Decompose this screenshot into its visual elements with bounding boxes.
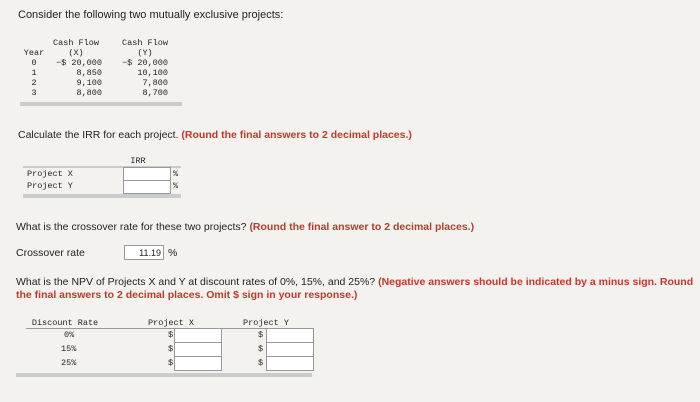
npv-x-15-input[interactable]: [174, 342, 222, 357]
cash-flow-x-subheader: (X): [68, 48, 84, 58]
dollar-sign-x: $: [168, 344, 174, 354]
npv-y-15-input[interactable]: [266, 342, 314, 357]
irr-question-note: (Round the final answers to 2 decimal places.): [181, 129, 412, 141]
table-divider: [20, 102, 182, 106]
dollar-sign-x: $: [168, 358, 174, 368]
cash-flow-x-cell: −$ 20,000: [56, 58, 102, 68]
npv-y-25-input[interactable]: [266, 356, 314, 371]
irr-question: [18, 129, 412, 141]
cash-flow-x-header: Cash Flow: [53, 38, 99, 48]
table-row: [20, 88, 182, 98]
cashflow-header: [20, 38, 182, 58]
cash-flow-y-cell: 10,100: [137, 68, 168, 78]
discount-rate-cell: 15%: [61, 344, 77, 354]
dollar-sign-x: $: [168, 330, 174, 340]
project-y-header: Project Y: [243, 318, 289, 328]
table-row: [20, 58, 182, 68]
npv-question-text: What is the NPV of Projects X and Y at discount rates of 0%, 15%, and 25%?: [16, 276, 376, 288]
crossover-rate-input[interactable]: 11.19: [124, 245, 164, 260]
npv-bottom-divider: [16, 373, 312, 377]
dollar-sign-y: $: [258, 344, 264, 354]
crossover-percent: %: [168, 247, 178, 259]
dollar-sign-y: $: [258, 358, 264, 368]
table-row: [20, 78, 182, 88]
cash-flow-x-cell: 8,850: [76, 68, 102, 78]
irr-project-x-input[interactable]: [123, 167, 171, 181]
irr-percent-x: %: [173, 169, 179, 179]
year-cell: 3: [31, 88, 37, 98]
project-x-header: Project X: [148, 318, 194, 328]
npv-y-0-input[interactable]: [266, 328, 314, 343]
discount-rate-cell: 25%: [61, 358, 77, 368]
irr-percent-y: %: [173, 181, 179, 191]
cash-flow-x-cell: 8,800: [76, 88, 102, 98]
crossover-question-note: (Round the final answer to 2 decimal places.): [249, 221, 475, 233]
cash-flow-y-cell: −$ 20,000: [122, 58, 168, 68]
intro-text: Consider the following two mutually exclusive projects:: [18, 9, 284, 21]
crossover-label: Crossover rate: [16, 247, 85, 259]
irr-row-label-y: Project Y: [27, 181, 73, 191]
npv-question: [16, 276, 696, 302]
table-row: [20, 68, 182, 78]
cash-flow-y-cell: 7,800: [142, 78, 168, 88]
irr-row-label-x: Project X: [27, 169, 73, 179]
cash-flow-x-cell: 9,100: [76, 78, 102, 88]
npv-x-0-input[interactable]: [174, 328, 222, 343]
irr-bottom-divider: [23, 194, 181, 198]
cash-flow-y-header: Cash Flow: [122, 38, 168, 48]
cash-flow-y-subheader: (Y): [137, 48, 153, 58]
year-cell: 1: [31, 68, 37, 78]
discount-rate-header: Discount Rate: [31, 318, 99, 328]
year-header: Year: [23, 48, 45, 58]
npv-x-25-input[interactable]: [174, 356, 222, 371]
discount-rate-cell: 0%: [64, 330, 75, 340]
crossover-question-text: What is the crossover rate for these two projects?: [16, 221, 247, 233]
cashflow-table: [20, 38, 182, 106]
dollar-sign-y: $: [258, 330, 264, 340]
year-cell: 2: [31, 78, 37, 88]
year-cell: 0: [31, 58, 37, 68]
irr-project-y-input[interactable]: [123, 180, 171, 194]
npv-question-note: (Negative answers should be indicated by a minus sign. Round the final answers to 2 decimal places. Omit $ sign in your response.): [16, 276, 694, 301]
cash-flow-y-cell: 8,700: [142, 88, 168, 98]
irr-header: IRR: [130, 156, 146, 166]
irr-question-text: Calculate the IRR for each project.: [18, 129, 179, 141]
crossover-question: [16, 221, 474, 233]
